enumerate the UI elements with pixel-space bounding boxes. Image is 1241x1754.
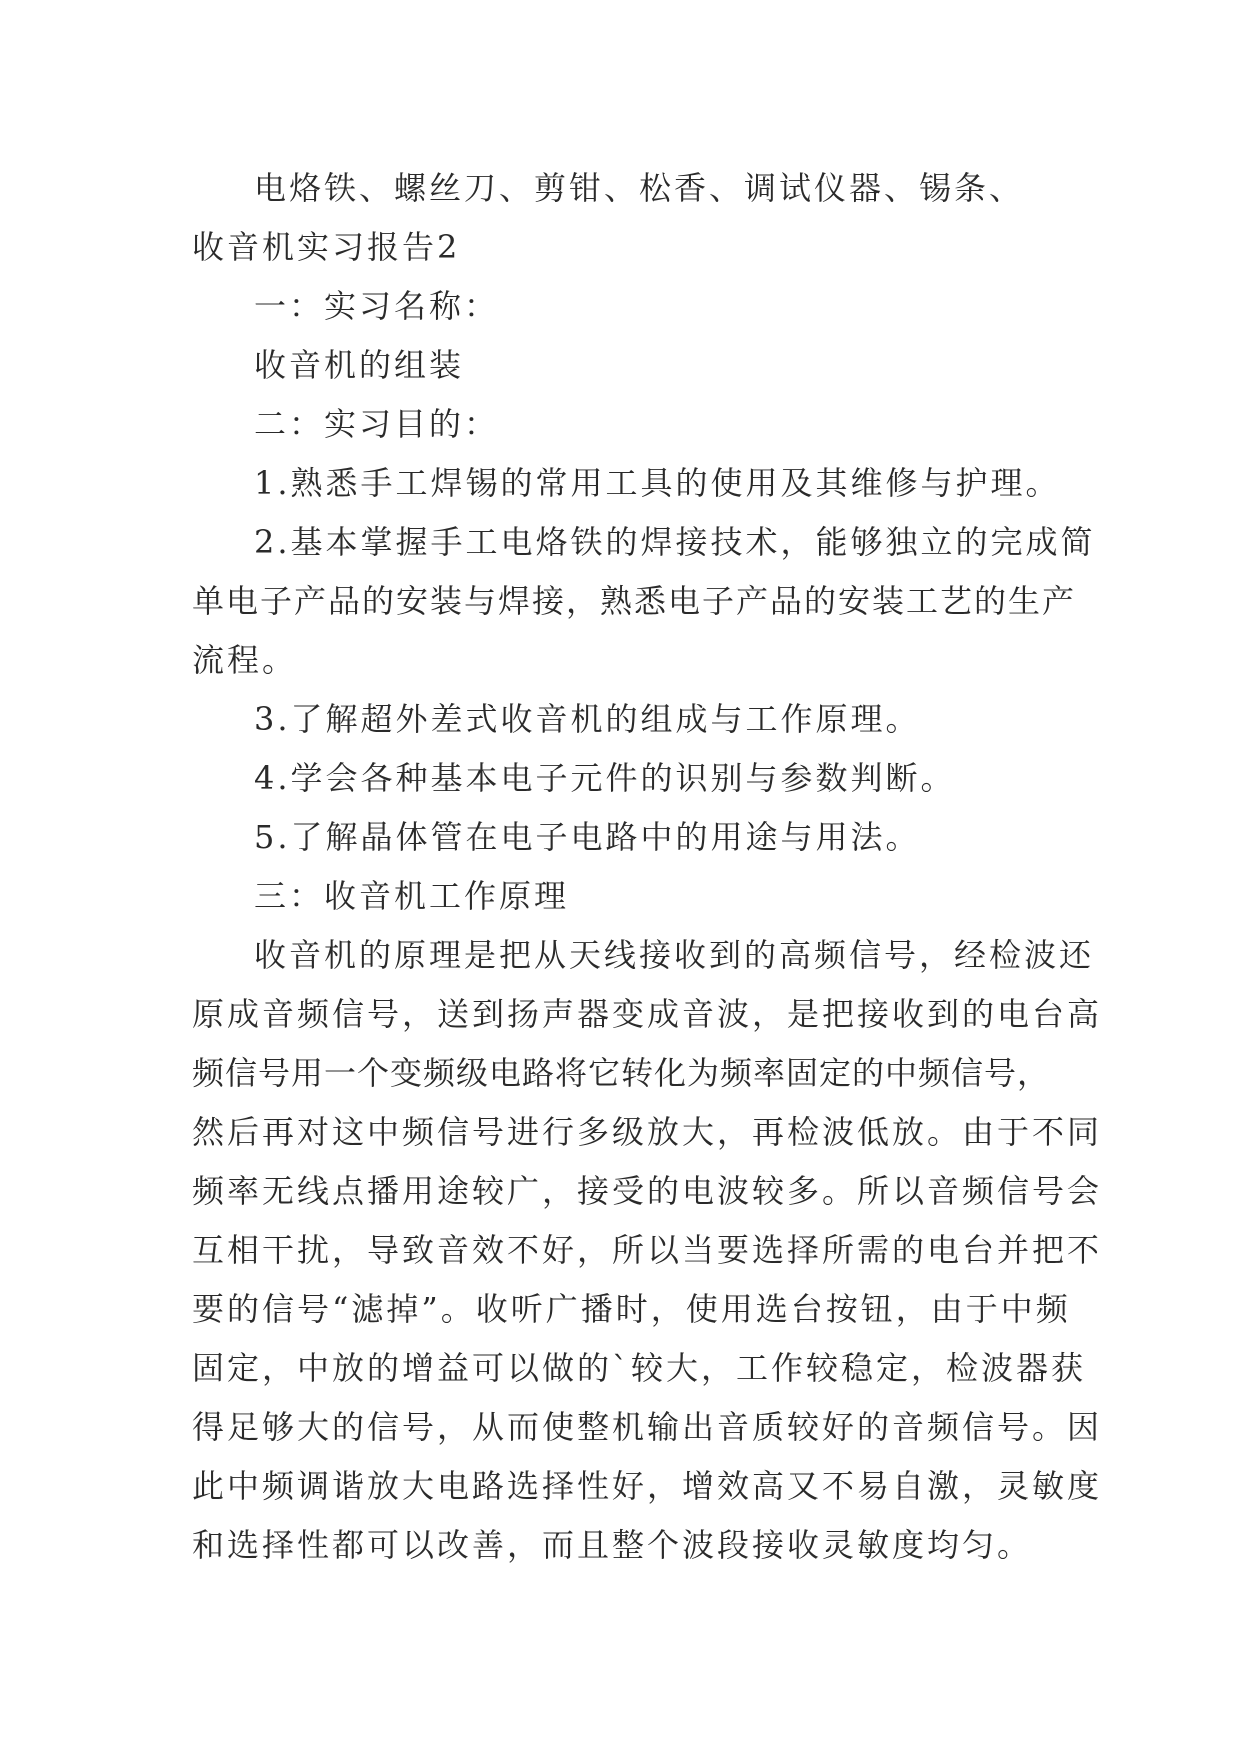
purpose-item-4: 4.学会各种基本电子元件的识别与参数判断。 [254,759,956,797]
principle-paragraph-line: 频率无线点播用途较广，接受的电波较多。所以音频信号会 [192,1172,1103,1210]
tools-list-line: 电烙铁、螺丝刀、剪钳、松香、调试仪器、锡条、 [254,169,1025,207]
purpose-item-1: 1.熟悉手工焊锡的常用工具的使用及其维修与护理。 [254,464,1061,502]
principle-paragraph-line: 得足够大的信号，从而使整机输出音质较好的音频信号。因 [192,1408,1103,1446]
principle-paragraph-line: 然后再对这中频信号进行多级放大，再检波低放。由于不同 [192,1113,1103,1151]
principle-paragraph-line: 此中频调谐放大电路选择性好，增效高又不易自激，灵敏度 [192,1467,1103,1505]
principle-paragraph-line: 和选择性都可以改善，而且整个波段接收灵敏度均匀。 [192,1526,1033,1564]
principle-paragraph-line: 原成音频信号，送到扬声器变成音波，是把接收到的电台高 [192,995,1103,1033]
principle-paragraph-line: 收音机的原理是把从天线接收到的高频信号，经检波还 [254,936,1095,974]
principle-paragraph-line: 互相干扰，导致音效不好，所以当要选择所需的电台并把不 [192,1231,1103,1269]
purpose-item-3: 3.了解超外差式收音机的组成与工作原理。 [254,700,921,738]
section-heading-purpose: 二：实习目的： [254,405,500,443]
purpose-item-2-line-1: 2.基本掌握手工电烙铁的焊接技术，能够独立的完成简 [254,523,1096,561]
purpose-item-2-line-2: 单电子产品的安装与焊接，熟悉电子产品的安装工艺的生产 [192,582,1077,620]
section-heading-principle: 三：收音机工作原理 [254,877,570,915]
principle-paragraph-line: 固定，中放的增益可以做的`较大，工作较稳定，检波器获 [192,1349,1087,1387]
section-heading-name: 一：实习名称： [254,287,500,325]
internship-name: 收音机的组装 [254,346,465,384]
purpose-item-2-line-3: 流程。 [192,641,298,679]
principle-paragraph-line: 要的信号“滤掉”。收听广播时，使用选台按钮，由于中频 [192,1290,1071,1328]
principle-paragraph-line: 频信号用一个变频级电路将它转化为频率固定的中频信号， [192,1054,1051,1092]
purpose-item-5: 5.了解晶体管在电子电路中的用途与用法。 [254,818,921,856]
report-title: 收音机实习报告2 [192,228,461,266]
